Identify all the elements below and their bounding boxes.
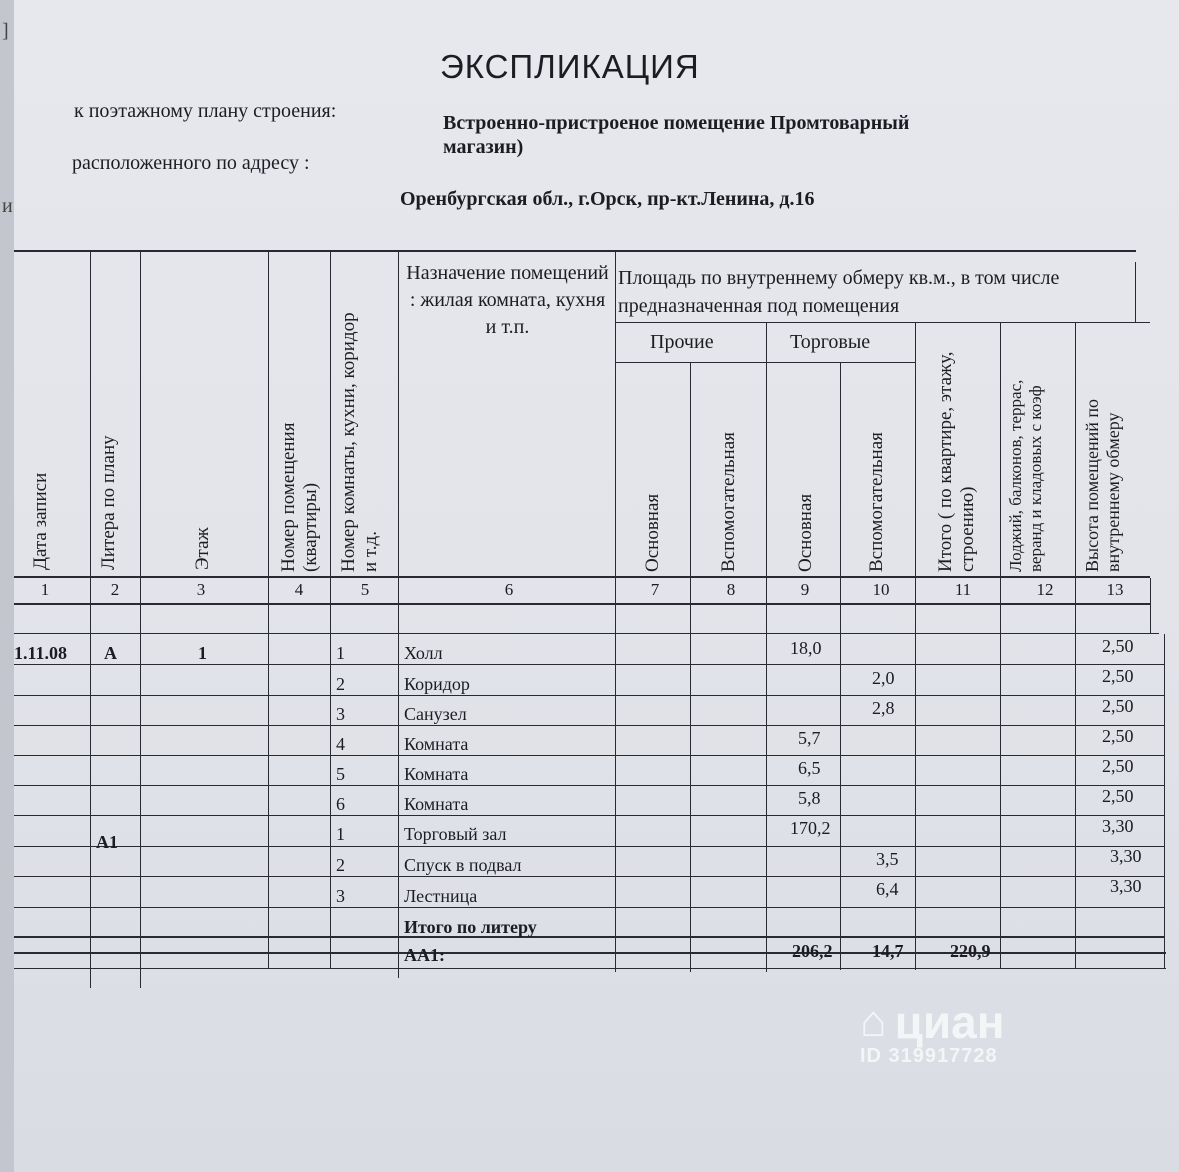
col-header-loggias: Лоджий, балконов, террас, веранд и кладовых с коэф	[1006, 379, 1045, 572]
col-header-floor: Этаж	[192, 527, 213, 570]
col-number-9: 9	[800, 580, 810, 599]
col-number-6: 6	[504, 580, 514, 599]
col-header-prochie-aux: Вспомогательная	[718, 432, 739, 572]
cian-watermark	[860, 995, 1080, 1068]
col-number-3: 3	[196, 580, 206, 599]
total-label: Итого по литеру	[404, 917, 537, 937]
row-main-area: 18,0	[790, 638, 822, 658]
col-number-1: 1	[40, 580, 50, 599]
row-height: 2,50	[1102, 756, 1134, 776]
col-number-2: 2	[110, 580, 120, 599]
row-height: 3,30	[1110, 876, 1142, 896]
row-aux-area: 6,4	[876, 879, 899, 899]
total-area: 220,9	[950, 941, 991, 961]
row-room-number: 2	[336, 674, 345, 694]
plan-value-line1: Встроенно-пристроеное помещение Промтоварный	[443, 112, 910, 134]
row-room-name: Санузел	[404, 704, 467, 724]
col-header-torg-aux: Вспомогательная	[866, 432, 887, 572]
col-number-7: 7	[650, 580, 660, 599]
row-height: 3,30	[1102, 816, 1134, 836]
address-value: Оренбургская обл., г.Орск, пр-кт.Ленина, д.16	[400, 188, 815, 210]
col-number-4: 4	[294, 580, 304, 599]
row-room-number: 1	[336, 824, 345, 844]
row-aux-area: 3,5	[876, 849, 899, 869]
row-main-area: 5,7	[798, 728, 821, 748]
row-aux-area: 2,8	[872, 698, 895, 718]
col-header-height: Высота помещений по внутреннему обмеру	[1082, 399, 1123, 572]
cian-logo-icon: ⌂	[860, 997, 887, 1046]
row-main-area: 170,2	[790, 818, 831, 838]
total-main-area: 206,2	[792, 941, 833, 961]
row-room-number: 3	[336, 886, 345, 906]
row-room-number: 3	[336, 704, 345, 724]
row-main-area: 5,8	[798, 788, 821, 808]
col-header-area-group: Площадь по внутреннему обмеру кв.м., в том числе предназначенная под помещения	[618, 267, 1060, 317]
col-header-prochie-main: Основная	[642, 493, 663, 572]
row-height: 2,50	[1102, 636, 1134, 656]
col-header-premises-number: Номер помещения (квартиры)	[278, 422, 321, 572]
row-room-name: Торговый зал	[404, 824, 507, 844]
page-edge	[0, 0, 14, 1172]
col-number-12: 12	[1036, 580, 1054, 599]
col-number-10: 10	[872, 580, 890, 599]
row-room-number: 4	[336, 734, 345, 754]
row-room-name: Холл	[404, 643, 443, 663]
row-room-name: Комната	[404, 794, 469, 814]
edge-mark-mid: и	[2, 195, 13, 217]
row-room-number: 6	[336, 794, 345, 814]
row-height: 3,30	[1110, 846, 1142, 866]
row-litera: А1	[96, 832, 118, 852]
col-header-room-number: Номер комнаты, кухни, коридор и т.д.	[338, 312, 381, 572]
edge-mark-top: ]	[2, 20, 9, 42]
col-number-13: 13	[1106, 580, 1124, 599]
row-litera: А	[104, 643, 117, 663]
col-header-purpose: Назначение помещений : жилая комната, кухня и т.п.	[406, 262, 609, 338]
total-litera-label: АА1:	[404, 945, 445, 965]
row-room-name: Лестница	[404, 886, 478, 906]
row-room-number: 2	[336, 855, 345, 875]
row-room-number: 1	[336, 643, 345, 663]
plan-value-line2: магазин)	[443, 136, 524, 158]
row-date: 1.11.08	[14, 643, 68, 663]
col-header-date: Дата записи	[30, 472, 51, 570]
document-title: ЭКСПЛИКАЦИЯ	[440, 48, 700, 85]
row-room-name: Спуск в подвал	[404, 855, 522, 875]
row-floor: 1	[198, 643, 207, 663]
row-aux-area: 2,0	[872, 668, 895, 688]
col-header-torg-main: Основная	[795, 493, 816, 572]
total-aux-area: 14,7	[872, 941, 904, 961]
col-number-8: 8	[726, 580, 736, 599]
col-header-torgovye: Торговые	[790, 331, 871, 353]
watermark-brand: циан	[894, 996, 1005, 1048]
col-header-total: Итого ( по квартире, этажу, строению)	[935, 351, 978, 572]
row-main-area: 6,5	[798, 758, 821, 778]
col-header-litera: Литера по плану	[98, 435, 119, 570]
row-height: 2,50	[1102, 696, 1134, 716]
row-room-name: Комната	[404, 764, 469, 784]
col-number-5: 5	[360, 580, 370, 599]
row-height: 2,50	[1102, 726, 1134, 746]
plan-label: к поэтажному плану строения:	[74, 100, 337, 122]
address-label: расположенного по адресу :	[72, 152, 310, 174]
watermark-id: ID 319917728	[860, 1045, 998, 1067]
row-room-name: Комната	[404, 734, 469, 754]
row-height: 2,50	[1102, 666, 1134, 686]
row-room-name: Коридор	[404, 674, 470, 694]
col-number-11: 11	[954, 580, 972, 599]
row-room-number: 5	[336, 764, 345, 784]
row-height: 2,50	[1102, 786, 1134, 806]
col-header-prochie: Прочие	[650, 331, 714, 353]
